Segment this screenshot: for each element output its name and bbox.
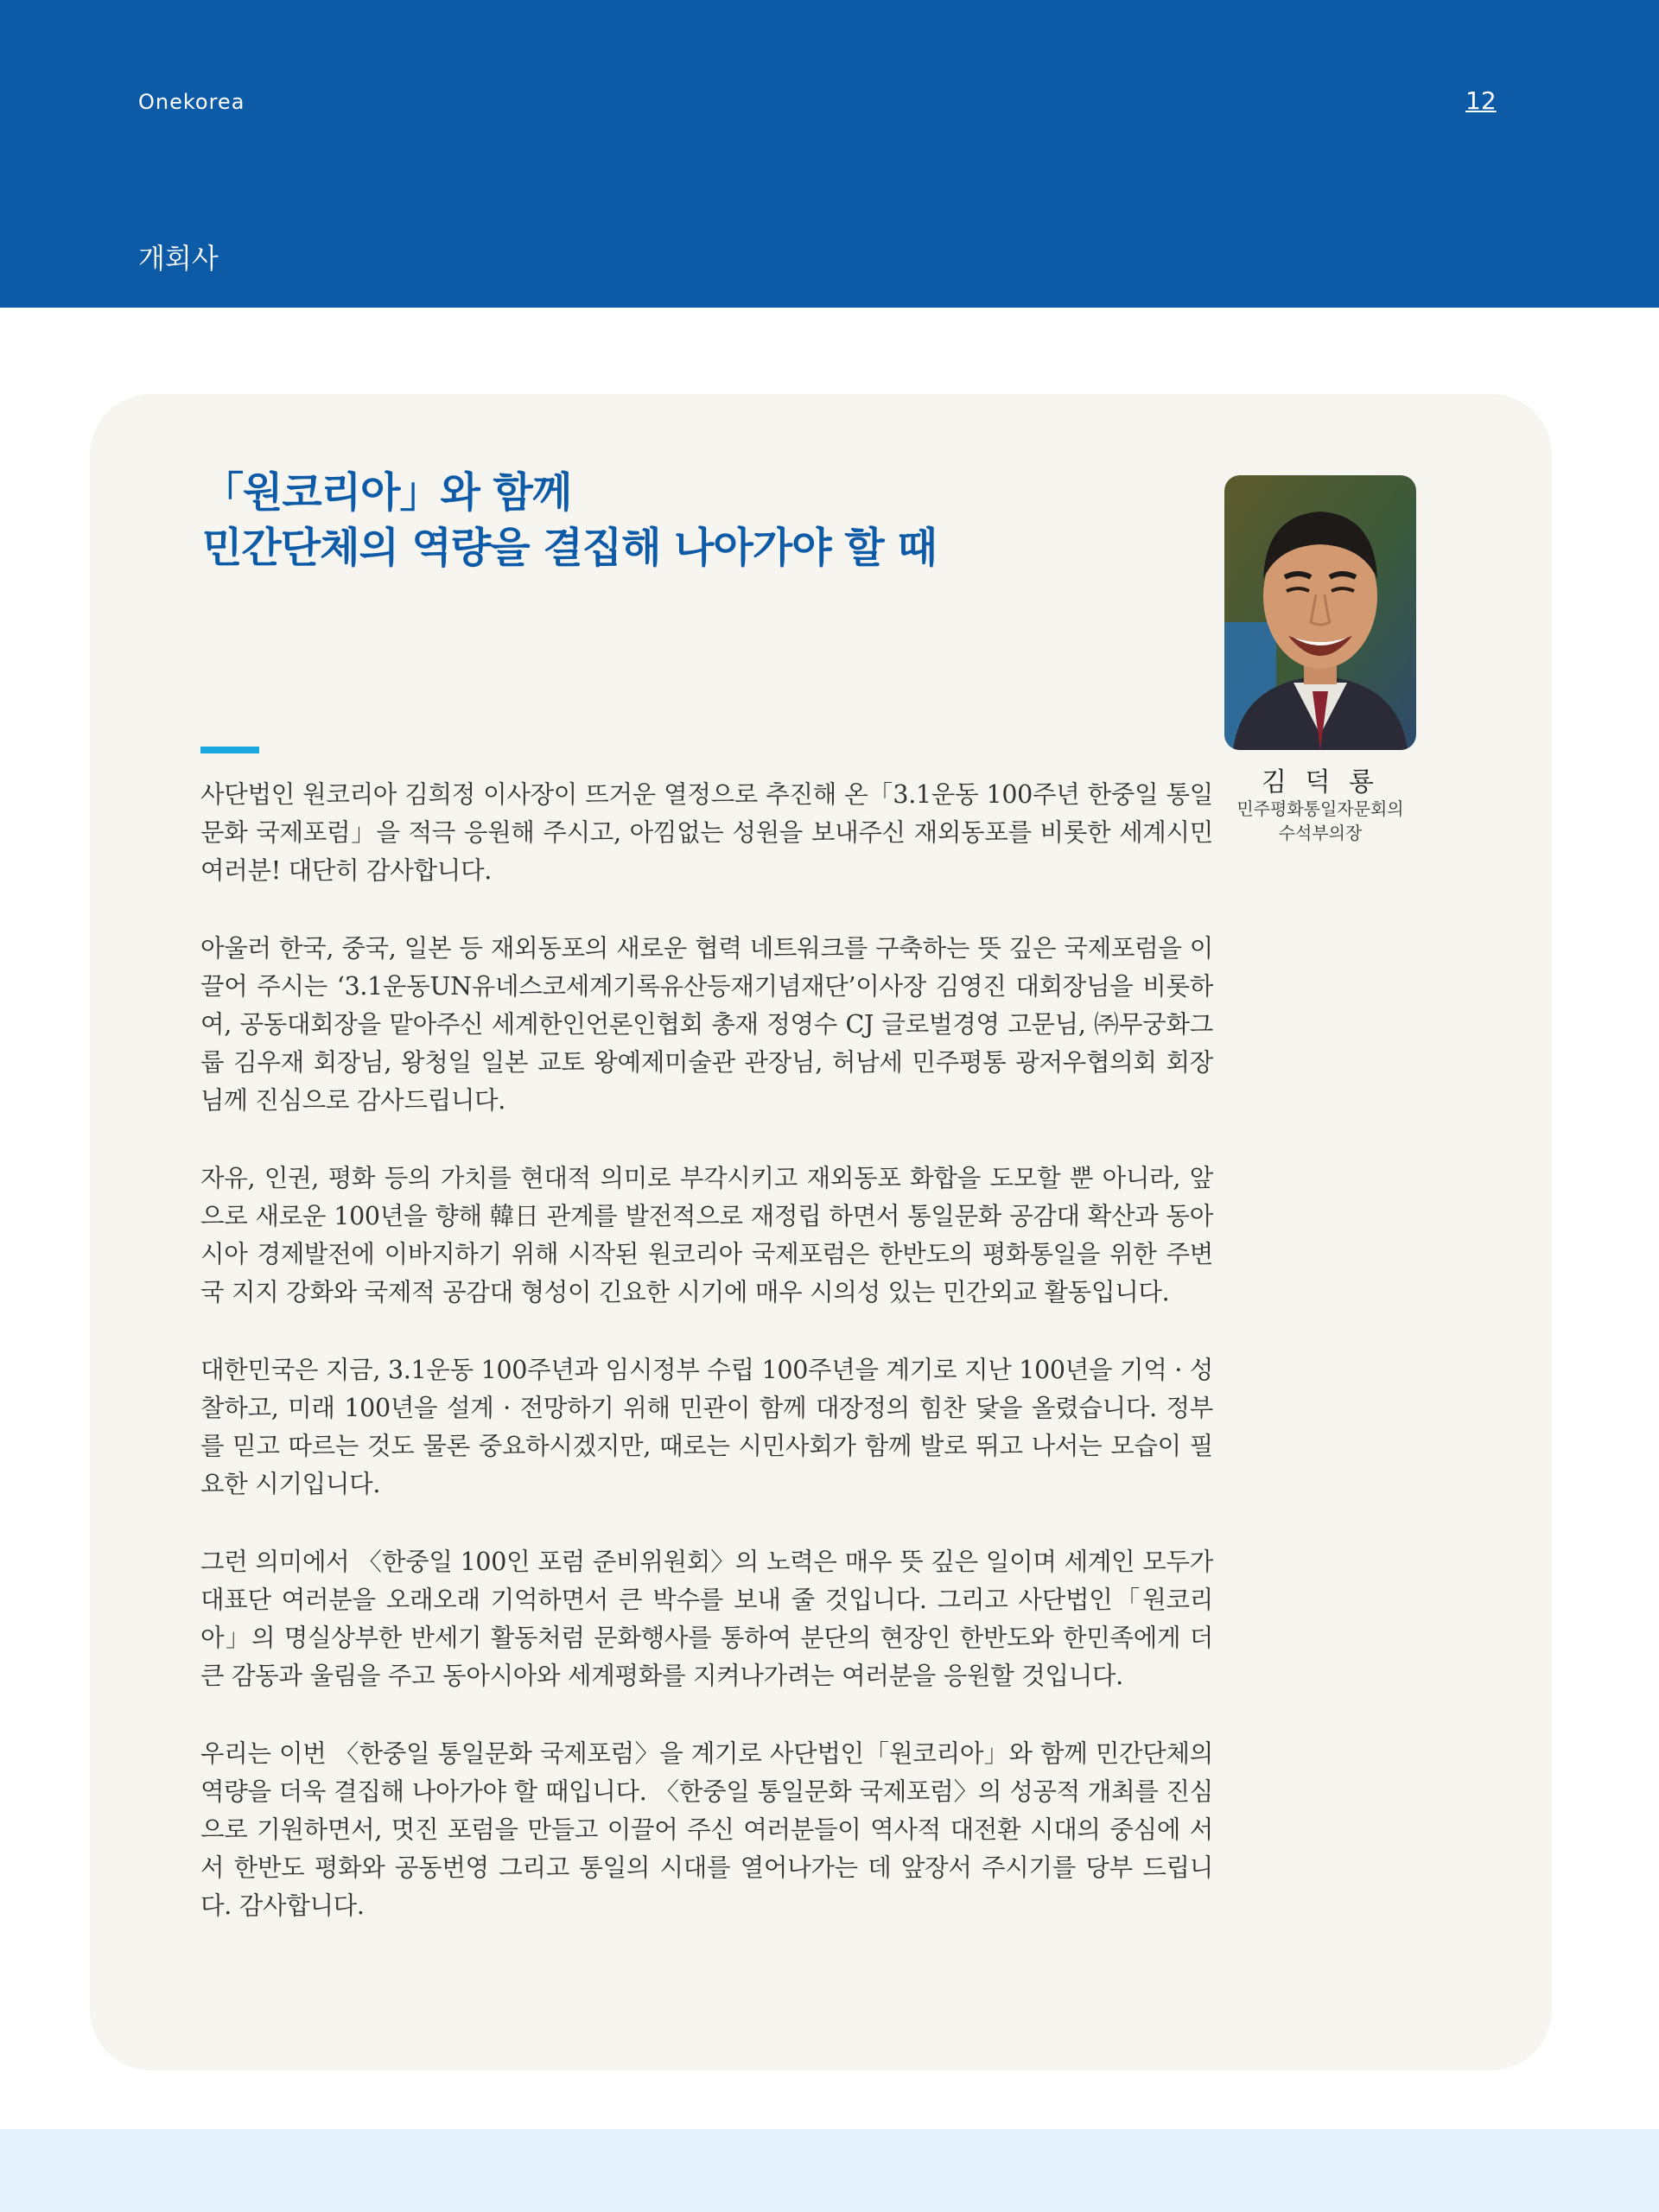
- section-title: 개회사: [138, 242, 219, 275]
- page-header: [0, 0, 1659, 308]
- footer-band: [0, 2129, 1659, 2212]
- accent-bar: [200, 747, 259, 753]
- article-headline: [202, 465, 937, 575]
- article-card: [90, 394, 1552, 2070]
- headline-line-1: 「원코리아」와 함께: [202, 468, 572, 517]
- paragraph-6: 우리는 이번 〈한중일 통일문화 국제포럼〉을 계기로 사단법인「원코리아」와 함께 민간단체의 역량을 더욱 결집해 나아가야 할 때입니다. 〈한중일 통일문화 국제포럼〉의 성공적 개최를 진심으로 기원하면서, 멋진 포럼을 만들고 이끌어 주신 여러분들이 역사적 대전환 시대의 중심에 서서 한반도 평화와 공동번영 그리고 통일의 시대를 열어나가는 데 앞장서 주시기를 당부 드립니다. 감사합니다.: [200, 1739, 1213, 1920]
- article-body: [200, 776, 1213, 1965]
- paragraph-5: 그런 의미에서 〈한중일 100인 포럼 준비위원회〉의 노력은 매우 뜻 깊은 일이며 세계인 모두가 대표단 여러분을 오래오래 기억하면서 큰 박수를 보내 줄 것입니다. 그리고 사단법인「원코리아」의 명실상부한 반세기 활동처럼 문화행사를 통하여 분단의 현장인 한반도와 한민족에게 더 큰 감동과 울림을 주고 동아시아와 세계평화를 지켜나가려는 여러분을 응원할 것입니다.: [200, 1548, 1213, 1690]
- speaker-photo: [1224, 475, 1416, 750]
- speaker-role: [1182, 797, 1459, 845]
- brand-name: Onekorea: [138, 90, 245, 114]
- paragraph-2: 아울러 한국, 중국, 일본 등 재외동포의 새로운 협력 네트워크를 구축하는 뜻 깊은 국제포럼을 이끌어 주시는 ‘3.1운동UN유네스코세계기록유산등재기념재단’이사장 김영진 대회장님을 비롯하여, 공동대회장을 맡아주신 세계한인언론인협회 총재 정영수 CJ 글로벌경영 고문님, ㈜무궁화그룹 김우재 회장님, 왕청일 일본 교토 왕예제미술관 관장님, 허남세 민주평통 광저우협의회 회장님께 진심으로 감사드립니다.: [200, 934, 1213, 1115]
- headline-line-2: 민간단체의 역량을 결집해 나아가야 할 때: [202, 524, 937, 572]
- speaker-role-line-2: 수석부의장: [1278, 823, 1363, 843]
- speaker-name: 김 덕 룡: [1261, 767, 1379, 798]
- speaker-role-line-1: 민주평화통일자문회의: [1236, 798, 1404, 819]
- paragraph-4: 대한민국은 지금, 3.1운동 100주년과 임시정부 수립 100주년을 계기로 지난 100년을 기억 · 성찰하고, 미래 100년을 설계 · 전망하기 위해 민관이 함께 대장정의 힘찬 닻을 올렸습니다. 정부를 믿고 따르는 것도 물론 중요하시겠지만, 때로는 시민사회가 함께 발로 뛰고 나서는 모습이 필요한 시기입니다.: [200, 1356, 1213, 1498]
- paragraph-3: 자유, 인권, 평화 등의 가치를 현대적 의미로 부각시키고 재외동포 화합을 도모할 뿐 아니라, 앞으로 새로운 100년을 향해 韓日 관계를 발전적으로 재정립 하면서 통일문화 공감대 확산과 동아시아 경제발전에 이바지하기 위해 시작된 원코리아 국제포럼은 한반도의 평화통일을 위한 주변국 지지 강화와 국제적 공감대 형성이 긴요한 시기에 매우 시의성 있는 민간외교 활동입니다.: [200, 1164, 1213, 1306]
- page-number[interactable]: 12: [1465, 86, 1497, 115]
- paragraph-1: 사단법인 원코리아 김희정 이사장이 뜨거운 열정으로 추진해 온「3.1운동 100주년 한중일 통일문화 국제포럼」을 적극 응원해 주시고, 아낌없는 성원을 보내주신 재외동포를 비롯한 세계시민 여러분! 대단히 감사합니다.: [200, 780, 1213, 885]
